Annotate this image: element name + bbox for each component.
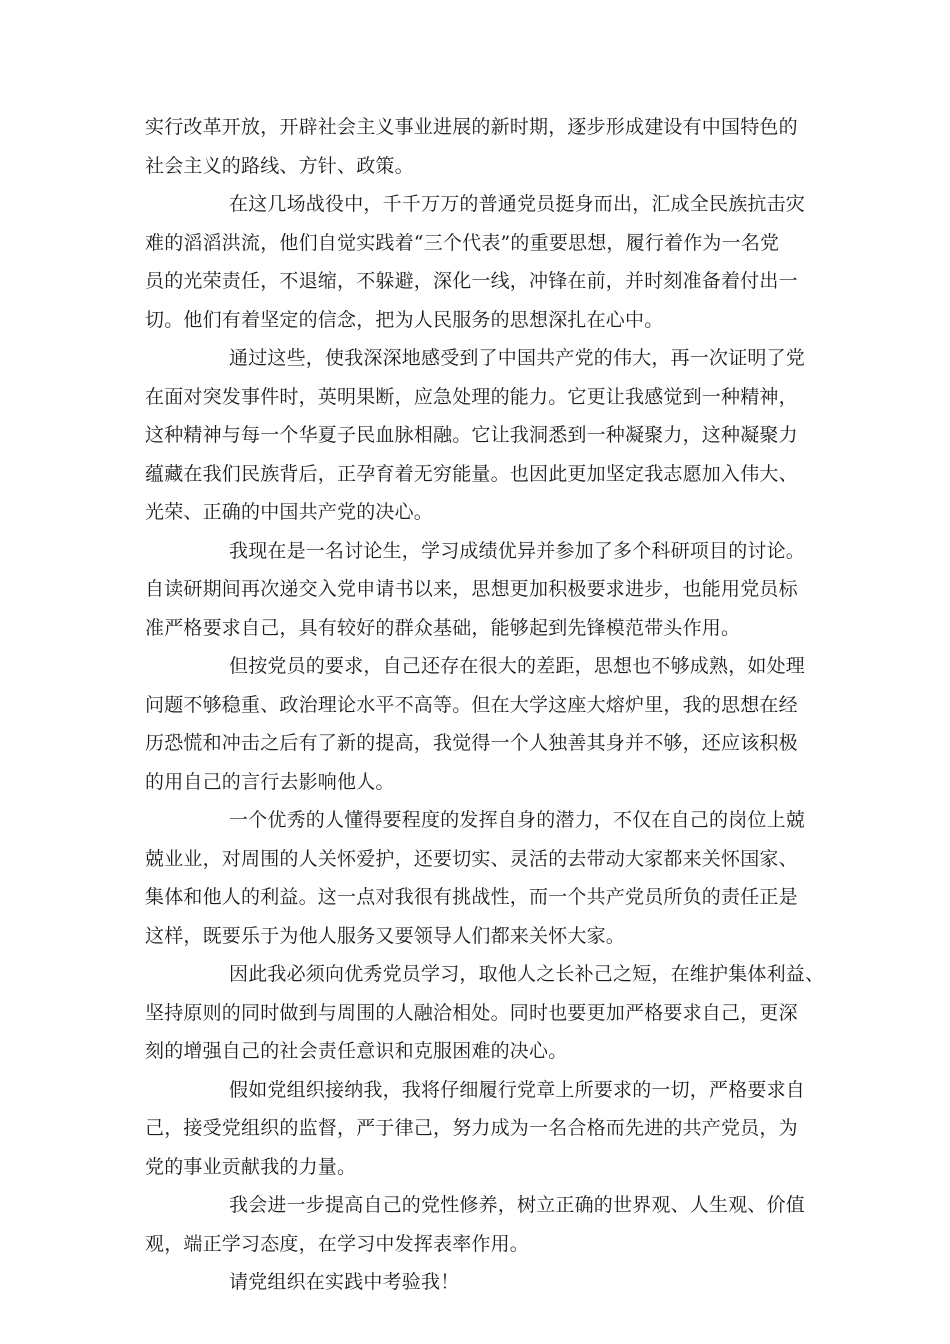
- text-line: 刻的增强自己的社会责任意识和克服困难的决心。: [145, 1040, 568, 1062]
- text-line: 历恐慌和冲击之后有了新的提高，我觉得一个人独善其身并不够，还应该积极: [145, 732, 798, 754]
- text-line: 假如党组织接纳我，我将仔细履行党章上所要求的一切，严格要求自: [229, 1078, 806, 1101]
- text-line: 我会进一步提高自己的党性修养，树立正确的世界观、人生观、价值: [229, 1194, 806, 1216]
- document-body: [145, 108, 825, 1302]
- text-line: 通过这些，使我深深地感受到了中国共产党的伟大，再一次证明了党: [229, 347, 806, 369]
- text-line: 兢业业，对周围的人关怀爱护，还要切实、灵活的去带动大家都来关怀国家、: [145, 847, 798, 870]
- text-line: 自读研期间再次递交入党申请书以来，思想更加积极要求进步，也能用党员标: [145, 578, 798, 600]
- text-line: 问题不够稳重、政治理论水平不高等。但在大学这座大熔炉里，我的思想在经: [145, 693, 798, 716]
- text-line: 我现在是一名讨论生，学习成绩优异并参加了多个科研项目的讨论。: [229, 539, 806, 562]
- text-line: 这样，既要乐于为他人服务又要领导人们都来关怀大家。: [145, 924, 626, 947]
- text-line: 但按党员的要求，自己还存在很大的差距，思想也不够成熟，如处理: [229, 655, 806, 677]
- text-line: 请党组织在实践中考验我！: [229, 1271, 460, 1293]
- text-line: 一个优秀的人懂得要程度的发挥自身的潜力，不仅在自己的岗位上兢: [229, 809, 806, 831]
- text-line: 准严格要求自己，具有较好的群众基础，能够起到先锋模范带头作用。: [145, 616, 741, 639]
- text-line: 集体和他人的利益。这一点对我很有挑战性，而一个共产党员所负的责任正是: [145, 886, 798, 908]
- text-line: 难的滔滔洪流，他们自觉实践着“三个代表”的重要思想，履行着作为一名党: [145, 231, 780, 254]
- text-line: 坚持原则的同时做到与周围的人融洽相处。同时也要更加严格要求自己，更深: [145, 1001, 798, 1024]
- text-line: 光荣、正确的中国共产党的决心。: [145, 501, 434, 523]
- text-line: 社会主义的路线、方针、政策。: [145, 154, 414, 177]
- text-line: 党的事业贡献我的力量。: [145, 1155, 357, 1178]
- text-line: 在面对突发事件时，英明果断，应急处理的能力。它更让我感觉到一种精神，: [145, 385, 798, 408]
- text-line: 观，端正学习态度，在学习中发挥表率作用。: [145, 1232, 530, 1255]
- text-line: 这种精神与每一个华夏子民血脉相融。它让我洞悉到一种凝聚力，这种凝聚力: [145, 424, 798, 446]
- text-line: 员的光荣责任，不退缩，不躲避，深化一线，冲锋在前，并时刻准备着付出一: [145, 270, 798, 292]
- text-line: 在这几场战役中，千千万万的普通党员挺身而出，汇成全民族抗击灾: [229, 193, 806, 215]
- text-line: 因此我必须向优秀党员学习，取他人之长补己之短，在维护集体利益、: [229, 963, 825, 985]
- text-line: 己，接受党组织的监督，严于律己，努力成为一名合格而先进的共产党员，为: [145, 1117, 798, 1139]
- text-line: 的用自己的言行去影响他人。: [145, 770, 395, 793]
- text-line: 实行改革开放，开辟社会主义事业进展的新时期，逐步形成建设有中国特色的: [145, 116, 798, 138]
- text-line: 切。他们有着坚定的信念，把为人民服务的思想深扎在心中。: [145, 308, 664, 331]
- text-line: 蕴藏在我们民族背后，正孕育着无穷能量。也因此更加坚定我志愿加入伟大、: [145, 462, 798, 485]
